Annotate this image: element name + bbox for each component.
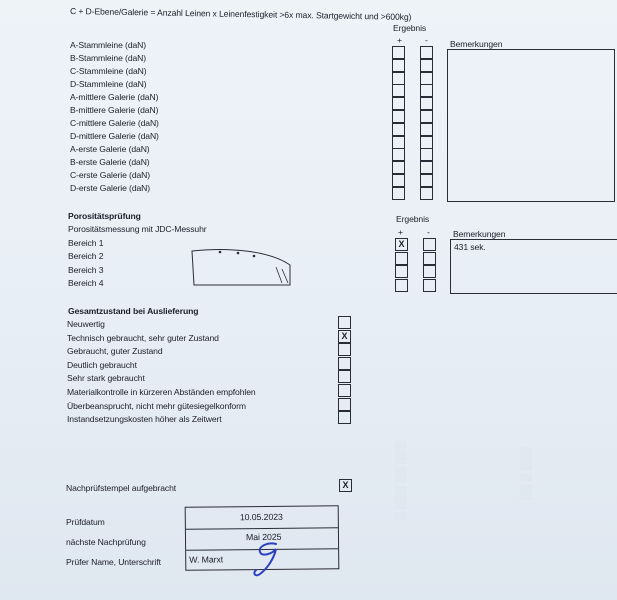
pruefer-label: Prüfer Name, Unterschrift: [66, 557, 161, 567]
condition-label: Neuwertig: [67, 319, 105, 329]
show-through-marks: ░ ░░░ ░░ ░░░: [395, 440, 407, 520]
area-plus-checkbox[interactable]: [395, 279, 408, 292]
area-label: Bereich 4: [68, 277, 104, 288]
line-label: C-mittlere Galerie (daN): [70, 118, 159, 128]
wing-profile-sketch: [190, 243, 295, 289]
line-minus-checkbox[interactable]: [420, 46, 433, 59]
area-label: Bereich 2: [68, 251, 104, 262]
line-plus-checkbox[interactable]: [392, 84, 405, 97]
line-label: C-erste Galerie (daN): [70, 170, 151, 180]
line-plus-checkbox[interactable]: [392, 161, 405, 174]
line-label: C-Stammleine (daN): [70, 66, 147, 76]
condition-label: Sehr stark gebraucht: [67, 373, 145, 384]
condition-label: Deutlich gebraucht: [67, 359, 137, 370]
line-label: B-erste Galerie (daN): [70, 157, 150, 167]
gesamtzustand-heading: Gesamtzustand bei Auslieferung: [68, 306, 199, 316]
porositaet-ergebnis-heading: Ergebnis: [396, 214, 430, 224]
line-plus-checkbox[interactable]: [392, 46, 405, 59]
area-minus-checkbox[interactable]: [423, 252, 436, 265]
line-minus-checkbox[interactable]: [420, 174, 433, 187]
line-plus-checkbox[interactable]: [392, 59, 405, 72]
naechste-nachpruefung-value[interactable]: Mai 2025: [245, 531, 282, 543]
porositaet-heading: Porositätsprüfung: [68, 211, 141, 221]
stempel-checkbox[interactable]: X: [339, 479, 352, 492]
line-label: D-erste Galerie (daN): [70, 183, 151, 193]
condition-checkbox[interactable]: [338, 357, 351, 370]
area-plus-checkbox[interactable]: [395, 265, 408, 278]
condition-checkbox[interactable]: [338, 398, 351, 411]
porositaet-minus-label: -: [427, 227, 430, 237]
condition-checkbox[interactable]: [338, 343, 351, 356]
area-plus-checkbox[interactable]: X: [395, 238, 408, 251]
pruefdatum-label: Prüfdatum: [66, 517, 105, 527]
area-minus-checkbox[interactable]: [423, 265, 436, 278]
porositaet-plus-label: +: [398, 227, 403, 237]
form-title: C + D-Ebene/Galerie = Anzahl Leinen x Leinenfestigkeit >6x max. Startgewicht und >600kg): [69, 6, 412, 22]
line-label: A-erste Galerie (daN): [70, 144, 150, 154]
area-label: Bereich 1: [68, 238, 104, 248]
line-plus-checkbox[interactable]: [392, 148, 405, 161]
condition-label: Technisch gebraucht, sehr guter Zustand: [67, 332, 219, 343]
line-plus-checkbox[interactable]: [392, 123, 405, 136]
area-minus-checkbox[interactable]: [423, 279, 436, 292]
line-minus-checkbox[interactable]: [420, 161, 433, 174]
line-plus-checkbox[interactable]: [392, 136, 405, 149]
line-minus-checkbox[interactable]: [420, 148, 433, 161]
line-plus-checkbox[interactable]: [392, 174, 405, 187]
porositaet-subheading: Porositätsmessung mit JDC-Messuhr: [68, 224, 207, 234]
line-label: A-Stammleine (daN): [70, 40, 147, 50]
table-row-divider: [186, 527, 338, 530]
condition-checkbox[interactable]: [338, 411, 351, 424]
condition-checkbox[interactable]: [338, 384, 351, 397]
line-minus-checkbox[interactable]: [420, 110, 433, 123]
condition-checkbox[interactable]: [338, 370, 351, 383]
area-plus-checkbox[interactable]: [395, 252, 408, 265]
line-minus-checkbox[interactable]: [420, 97, 433, 110]
pruefdatum-value[interactable]: 10.05.2023: [239, 511, 283, 523]
ergebnis-heading: Ergebnis: [393, 23, 427, 33]
line-label: D-mittlere Galerie (daN): [70, 131, 159, 141]
line-label: D-Stammleine (daN): [70, 79, 147, 89]
condition-checkbox[interactable]: [338, 316, 351, 329]
line-plus-checkbox[interactable]: [392, 72, 405, 85]
signature-mark: [246, 540, 286, 580]
line-label: A-mittlere Galerie (daN): [70, 92, 159, 102]
minus-column-label: -: [425, 35, 428, 45]
naechste-nachpruefung-label: nächste Nachprüfung: [66, 537, 146, 547]
condition-label: Materialkontrolle in kürzeren Abständen empfohlen: [67, 387, 256, 397]
line-plus-checkbox[interactable]: [392, 110, 405, 123]
line-plus-checkbox[interactable]: [392, 187, 405, 200]
line-plus-checkbox[interactable]: [392, 97, 405, 110]
condition-label: Instandsetzungskosten höher als Zeitwert: [67, 414, 222, 425]
area-minus-checkbox[interactable]: [423, 238, 436, 251]
line-label: B-Stammleine (daN): [70, 53, 147, 63]
porositaet-remark: 431 sek.: [454, 242, 486, 252]
condition-checkbox[interactable]: X: [338, 330, 351, 343]
area-label: Bereich 3: [68, 264, 104, 275]
show-through-marks: ░░ ░ ░░░: [520, 447, 532, 500]
stempel-label: Nachprüfstempel aufgebracht: [66, 483, 177, 493]
line-label: B-mittlere Galerie (daN): [70, 105, 159, 115]
line-minus-checkbox[interactable]: [420, 187, 433, 200]
line-minus-checkbox[interactable]: [420, 84, 433, 97]
porositaet-bemerkungen-heading: Bemerkungen: [453, 229, 506, 239]
pruefer-name-value[interactable]: W. Marxt: [189, 554, 224, 565]
plus-column-label: +: [397, 35, 402, 45]
line-minus-checkbox[interactable]: [420, 136, 433, 149]
condition-label: Gebraucht, guter Zustand: [67, 346, 163, 357]
bemerkungen-heading: Bemerkungen: [450, 39, 503, 49]
line-minus-checkbox[interactable]: [420, 123, 433, 136]
condition-label: Überbeansprucht, nicht mehr gütesiegelkonform: [67, 400, 246, 411]
line-minus-checkbox[interactable]: [420, 59, 433, 72]
remarks-box-lines[interactable]: [447, 49, 615, 202]
line-minus-checkbox[interactable]: [420, 72, 433, 85]
